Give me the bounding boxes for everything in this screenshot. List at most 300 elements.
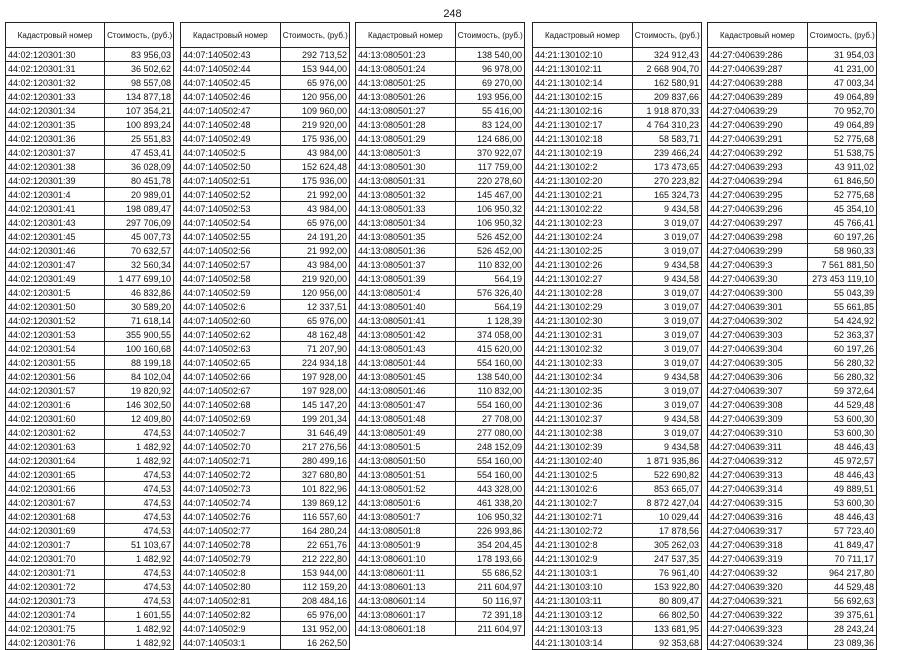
table-row	[356, 118, 525, 132]
cadastral-number-cell: 44:21:130102:27	[533, 272, 633, 286]
table-header-row	[708, 23, 877, 48]
table-row	[708, 580, 877, 594]
table-row	[356, 342, 525, 356]
cadastral-number-cell: 44:07:140502:6	[181, 300, 281, 314]
cost-cell: 55 686,52	[455, 566, 524, 580]
cadastral-number-cell: 44:07:140502:73	[181, 482, 281, 496]
table-row	[533, 118, 702, 132]
cost-cell: 1 482,92	[105, 440, 174, 454]
cost-cell: 474,53	[105, 566, 174, 580]
cost-cell: 354 204,45	[455, 538, 524, 552]
cadastral-number-cell: 44:21:130102:29	[533, 300, 633, 314]
table-row	[533, 510, 702, 524]
cadastral-number-cell: 44:13:080501:42	[356, 328, 456, 342]
cadastral-number-cell: 44:07:140502:81	[181, 594, 281, 608]
cadastral-number-cell: 44:07:140502:47	[181, 104, 281, 118]
cadastral-number-cell: 44:21:130102:25	[533, 244, 633, 258]
cadastral-number-cell: 44:21:130102:20	[533, 174, 633, 188]
cost-cell: 9 434,58	[632, 272, 701, 286]
table-row	[356, 608, 525, 622]
table-row	[6, 510, 174, 524]
table-row	[533, 552, 702, 566]
cadastral-number-cell: 44:13:080501:5	[356, 440, 456, 454]
cadastral-number-cell: 44:13:080501:27	[356, 104, 456, 118]
table-row	[708, 62, 877, 76]
cadastral-number-cell: 44:02:120301:34	[6, 104, 105, 118]
cadastral-number-cell: 44:13:080501:43	[356, 342, 456, 356]
table-row	[708, 300, 877, 314]
table-row	[533, 538, 702, 552]
cost-cell: 474,53	[105, 510, 174, 524]
cadastral-number-cell: 44:27:040639:322	[708, 608, 808, 622]
cost-cell: 21 992,00	[280, 244, 349, 258]
table-row	[181, 216, 350, 230]
table-row	[356, 230, 525, 244]
cost-cell: 1 482,92	[105, 636, 174, 650]
cadastral-number-cell: 44:02:120301:66	[6, 482, 105, 496]
cost-cell: 58 960,33	[807, 244, 876, 258]
cadastral-number-cell: 44:21:130102:31	[533, 328, 633, 342]
cadastral-number-cell: 44:02:120301:30	[6, 48, 105, 62]
cost-cell: 101 822,96	[280, 482, 349, 496]
cost-cell: 92 353,68	[632, 636, 701, 650]
table-row	[356, 146, 525, 160]
cost-cell: 270 223,82	[632, 174, 701, 188]
cost-cell: 554 160,00	[455, 356, 524, 370]
table-row	[6, 286, 174, 300]
table-row	[356, 398, 525, 412]
table-row	[181, 384, 350, 398]
table-row	[356, 258, 525, 272]
cadastral-number-cell: 44:27:040639:323	[708, 622, 808, 636]
cadastral-number-cell: 44:02:120301:49	[6, 272, 105, 286]
cost-cell: 55 043,39	[807, 286, 876, 300]
table-row	[181, 482, 350, 496]
cost-cell: 70 632,57	[105, 244, 174, 258]
cadastral-number-cell: 44:02:120301:5	[6, 286, 105, 300]
cost-cell: 199 201,34	[280, 412, 349, 426]
cadastral-number-cell: 44:27:040639:313	[708, 468, 808, 482]
table-row	[6, 272, 174, 286]
cadastral-number-cell: 44:07:140502:80	[181, 580, 281, 594]
cost-cell: 23 089,36	[807, 636, 876, 650]
table-header-row	[6, 23, 174, 48]
table-row	[6, 174, 174, 188]
table-row	[708, 440, 877, 454]
table-row	[708, 76, 877, 90]
table-row	[356, 426, 525, 440]
table-row	[181, 356, 350, 370]
cadastral-number-cell: 44:07:140502:9	[181, 622, 281, 636]
table-row	[6, 132, 174, 146]
table-row	[6, 496, 174, 510]
cost-cell: 106 950,32	[455, 510, 524, 524]
cadastral-number-cell: 44:21:130103:10	[533, 580, 633, 594]
table-row	[708, 244, 877, 258]
table-row	[6, 538, 174, 552]
cadastral-number-cell: 44:13:080501:44	[356, 356, 456, 370]
cost-cell: 16 262,50	[280, 636, 349, 650]
cadastral-number-cell: 44:02:120301:71	[6, 566, 105, 580]
cost-cell: 3 019,07	[632, 244, 701, 258]
table-row	[6, 76, 174, 90]
table-row	[356, 482, 525, 496]
cost-cell: 370 922,07	[455, 146, 524, 160]
table-row	[708, 314, 877, 328]
table-row	[708, 622, 877, 636]
cadastral-number-cell: 44:27:040639:310	[708, 426, 808, 440]
table-row	[181, 398, 350, 412]
table-row	[181, 580, 350, 594]
cadastral-number-cell: 44:21:130103:14	[533, 636, 633, 650]
cadastral-number-cell: 44:27:040639:308	[708, 398, 808, 412]
cost-cell: 3 019,07	[632, 426, 701, 440]
cost-cell: 3 019,07	[632, 230, 701, 244]
cadastral-number-cell: 44:02:120301:31	[6, 62, 105, 76]
cadastral-number-cell: 44:27:040639:314	[708, 482, 808, 496]
cadastral-number-cell: 44:07:140502:72	[181, 468, 281, 482]
cadastral-number-header: Кадастровый номер	[708, 23, 808, 48]
cost-cell: 474,53	[105, 580, 174, 594]
cadastral-table-2	[180, 22, 350, 650]
table-row	[6, 48, 174, 62]
cadastral-number-cell: 44:13:080501:25	[356, 76, 456, 90]
cost-cell: 474,53	[105, 482, 174, 496]
cadastral-number-cell: 44:02:120301:50	[6, 300, 105, 314]
cost-cell: 461 338,20	[455, 496, 524, 510]
cadastral-number-cell: 44:07:140502:8	[181, 566, 281, 580]
table-row	[181, 412, 350, 426]
cost-cell: 1 482,92	[105, 454, 174, 468]
cadastral-number-cell: 44:27:040639:287	[708, 62, 808, 76]
table-row	[181, 636, 350, 650]
table-row	[708, 286, 877, 300]
cost-cell: 109 960,00	[280, 104, 349, 118]
cost-cell: 2 668 904,70	[632, 62, 701, 76]
cadastral-number-cell: 44:02:120301:55	[6, 356, 105, 370]
cadastral-number-cell: 44:02:120301:53	[6, 328, 105, 342]
table-row	[708, 104, 877, 118]
table-row	[356, 510, 525, 524]
cadastral-number-cell: 44:07:140502:59	[181, 286, 281, 300]
table-row	[6, 384, 174, 398]
table-row	[708, 524, 877, 538]
cadastral-number-cell: 44:02:120301:65	[6, 468, 105, 482]
table-row	[6, 370, 174, 384]
cost-cell: 193 956,00	[455, 90, 524, 104]
cadastral-number-cell: 44:27:040639:29	[708, 104, 808, 118]
table-row	[533, 146, 702, 160]
cost-cell: 47 453,41	[105, 146, 174, 160]
table-row	[356, 174, 525, 188]
table-row	[533, 524, 702, 538]
cadastral-number-cell: 44:07:140502:76	[181, 510, 281, 524]
cost-cell: 209 837,66	[632, 90, 701, 104]
cost-cell: 47 003,34	[807, 76, 876, 90]
cost-cell: 48 162,48	[280, 328, 349, 342]
cost-cell: 80 451,78	[105, 174, 174, 188]
table-row	[356, 622, 525, 636]
table-row	[356, 580, 525, 594]
table-row	[6, 104, 174, 118]
table-row	[181, 468, 350, 482]
cost-cell: 138 540,00	[455, 48, 524, 62]
table-row	[708, 356, 877, 370]
table-row	[6, 314, 174, 328]
cost-cell: 57 723,40	[807, 524, 876, 538]
cadastral-number-cell: 44:13:080501:51	[356, 468, 456, 482]
cost-cell: 48 446,43	[807, 468, 876, 482]
cadastral-number-cell: 44:02:120301:46	[6, 244, 105, 258]
table-row	[6, 342, 174, 356]
cadastral-number-cell: 44:21:130102:38	[533, 426, 633, 440]
cadastral-number-cell: 44:21:130102:30	[533, 314, 633, 328]
table-row	[708, 426, 877, 440]
cost-cell: 83 956,03	[105, 48, 174, 62]
cadastral-number-cell: 44:27:040639:291	[708, 132, 808, 146]
cost-cell: 3 019,07	[632, 342, 701, 356]
cadastral-number-cell: 44:13:080501:39	[356, 272, 456, 286]
table-row	[6, 230, 174, 244]
cadastral-table-1	[5, 22, 174, 650]
cost-cell: 124 686,00	[455, 132, 524, 146]
cadastral-number-cell: 44:21:130102:8	[533, 538, 633, 552]
cadastral-number-cell: 44:02:120301:76	[6, 636, 105, 650]
cadastral-number-cell: 44:02:120301:72	[6, 580, 105, 594]
cost-cell: 107 354,21	[105, 104, 174, 118]
table-row	[708, 132, 877, 146]
cost-cell: 19 820,92	[105, 384, 174, 398]
cost-cell: 30 589,20	[105, 300, 174, 314]
cost-cell: 21 992,00	[280, 188, 349, 202]
table-row	[356, 384, 525, 398]
cadastral-number-cell: 44:02:120301:37	[6, 146, 105, 160]
cadastral-number-cell: 44:21:130102:14	[533, 76, 633, 90]
cadastral-number-cell: 44:27:040639:315	[708, 496, 808, 510]
cost-cell: 28 243,24	[807, 622, 876, 636]
cost-cell: 239 466,24	[632, 146, 701, 160]
cadastral-number-cell: 44:21:130103:13	[533, 622, 633, 636]
table-row	[533, 566, 702, 580]
cost-cell: 153 944,00	[280, 566, 349, 580]
table-row	[533, 636, 702, 650]
cadastral-number-cell: 44:07:140502:78	[181, 538, 281, 552]
table-row	[6, 146, 174, 160]
cadastral-number-cell: 44:13:080501:26	[356, 90, 456, 104]
cadastral-number-cell: 44:02:120301:73	[6, 594, 105, 608]
cost-cell: 1 482,92	[105, 622, 174, 636]
cost-cell: 277 080,00	[455, 426, 524, 440]
cost-cell: 273 453 119,10	[807, 272, 876, 286]
table-row	[181, 62, 350, 76]
cost-cell: 31 646,49	[280, 426, 349, 440]
cadastral-number-cell: 44:21:130102:71	[533, 510, 633, 524]
cadastral-number-cell: 44:21:130102:5	[533, 468, 633, 482]
table-row	[6, 62, 174, 76]
cost-header: Стоимость, (руб.)	[632, 23, 701, 48]
table-row	[6, 580, 174, 594]
table-row	[6, 552, 174, 566]
table-row	[708, 538, 877, 552]
cadastral-number-cell: 44:21:130102:39	[533, 440, 633, 454]
cadastral-number-cell: 44:13:080501:23	[356, 48, 456, 62]
table-row	[181, 76, 350, 90]
cost-cell: 65 976,00	[280, 608, 349, 622]
table-row	[356, 454, 525, 468]
table-row	[356, 76, 525, 90]
table-row	[356, 538, 525, 552]
table-row	[708, 552, 877, 566]
cost-cell: 53 600,30	[807, 496, 876, 510]
table-row	[708, 146, 877, 160]
cadastral-number-cell: 44:27:040639:311	[708, 440, 808, 454]
table-row	[6, 244, 174, 258]
cadastral-number-header: Кадастровый номер	[6, 23, 105, 48]
cadastral-number-cell: 44:02:120301:69	[6, 524, 105, 538]
cost-cell: 305 262,03	[632, 538, 701, 552]
cadastral-number-cell: 44:27:040639:317	[708, 524, 808, 538]
cadastral-number-cell: 44:07:140502:49	[181, 132, 281, 146]
cost-cell: 131 952,00	[280, 622, 349, 636]
cost-cell: 374 058,00	[455, 328, 524, 342]
cost-cell: 964 217,80	[807, 566, 876, 580]
cadastral-number-cell: 44:27:040639:293	[708, 160, 808, 174]
table-row	[708, 608, 877, 622]
cost-cell: 9 434,58	[632, 370, 701, 384]
cadastral-number-cell: 44:07:140502:77	[181, 524, 281, 538]
cost-cell: 175 936,00	[280, 174, 349, 188]
cadastral-number-cell: 44:27:040639:297	[708, 216, 808, 230]
table-row	[533, 48, 702, 62]
cadastral-number-cell: 44:07:140502:69	[181, 412, 281, 426]
table-row	[533, 496, 702, 510]
cost-cell: 83 124,00	[455, 118, 524, 132]
cadastral-number-cell: 44:07:140502:60	[181, 314, 281, 328]
cadastral-number-cell: 44:02:120301:6	[6, 398, 105, 412]
cost-cell: 297 706,09	[105, 216, 174, 230]
cadastral-number-cell: 44:02:120301:68	[6, 510, 105, 524]
cadastral-number-cell: 44:02:120301:43	[6, 216, 105, 230]
table-row	[356, 202, 525, 216]
table-row	[708, 412, 877, 426]
cost-cell: 106 950,32	[455, 202, 524, 216]
table-row	[181, 132, 350, 146]
cadastral-number-header: Кадастровый номер	[181, 23, 281, 48]
cadastral-number-cell: 44:07:140502:74	[181, 496, 281, 510]
cadastral-number-cell: 44:27:040639:286	[708, 48, 808, 62]
table-row	[356, 496, 525, 510]
cadastral-number-cell: 44:02:120301:7	[6, 538, 105, 552]
cadastral-number-cell: 44:27:040639:321	[708, 594, 808, 608]
cost-cell: 1 601,55	[105, 608, 174, 622]
cadastral-number-cell: 44:21:130102:34	[533, 370, 633, 384]
cadastral-number-cell: 44:02:120301:67	[6, 496, 105, 510]
cost-cell: 3 019,07	[632, 314, 701, 328]
cost-cell: 44 529,48	[807, 580, 876, 594]
cadastral-number-cell: 44:13:080501:49	[356, 426, 456, 440]
cost-cell: 31 954,03	[807, 48, 876, 62]
table-row	[708, 468, 877, 482]
cost-cell: 3 019,07	[632, 398, 701, 412]
cost-cell: 27 708,00	[455, 412, 524, 426]
cadastral-number-cell: 44:13:080501:3	[356, 146, 456, 160]
table-row	[533, 440, 702, 454]
table-row	[181, 146, 350, 160]
cost-cell: 415 620,00	[455, 342, 524, 356]
cadastral-number-cell: 44:07:140502:54	[181, 216, 281, 230]
table-row	[356, 370, 525, 384]
cost-cell: 12 409,80	[105, 412, 174, 426]
cost-cell: 22 651,76	[280, 538, 349, 552]
cadastral-number-cell: 44:13:080601:18	[356, 622, 456, 636]
cadastral-number-cell: 44:27:040639:318	[708, 538, 808, 552]
cost-cell: 110 832,00	[455, 258, 524, 272]
table-row	[533, 104, 702, 118]
cost-cell: 4 764 310,23	[632, 118, 701, 132]
table-header-row	[356, 23, 525, 48]
cost-cell: 70 711,17	[807, 552, 876, 566]
cost-header: Стоимость, (руб.)	[807, 23, 876, 48]
cadastral-number-cell: 44:21:130102:22	[533, 202, 633, 216]
cadastral-number-cell: 44:27:040639:309	[708, 412, 808, 426]
cost-cell: 522 690,82	[632, 468, 701, 482]
cadastral-number-cell: 44:02:120301:52	[6, 314, 105, 328]
table-row	[6, 90, 174, 104]
cost-cell: 219 920,00	[280, 118, 349, 132]
cost-cell: 120 956,00	[280, 90, 349, 104]
cadastral-number-cell: 44:27:040639:305	[708, 356, 808, 370]
cadastral-number-cell: 44:07:140502:65	[181, 356, 281, 370]
cost-cell: 100 160,68	[105, 342, 174, 356]
cost-cell: 3 019,07	[632, 356, 701, 370]
cadastral-number-cell: 44:21:130102:26	[533, 258, 633, 272]
cadastral-number-cell: 44:13:080601:11	[356, 566, 456, 580]
cadastral-number-cell: 44:02:120301:35	[6, 118, 105, 132]
cost-cell: 8 872 427,04	[632, 496, 701, 510]
cadastral-number-cell: 44:13:080501:24	[356, 62, 456, 76]
cadastral-number-cell: 44:13:080501:48	[356, 412, 456, 426]
cadastral-number-cell: 44:13:080501:35	[356, 230, 456, 244]
cadastral-number-cell: 44:27:040639:295	[708, 188, 808, 202]
cadastral-number-cell: 44:27:040639:296	[708, 202, 808, 216]
cadastral-number-cell: 44:07:140502:46	[181, 90, 281, 104]
cadastral-number-cell: 44:13:080501:28	[356, 118, 456, 132]
cadastral-number-cell: 44:07:140502:48	[181, 118, 281, 132]
table-row	[6, 202, 174, 216]
table-row	[181, 48, 350, 62]
table-row	[6, 636, 174, 650]
cost-cell: 853 665,07	[632, 482, 701, 496]
cadastral-number-cell: 44:13:080501:34	[356, 216, 456, 230]
cost-cell: 44 529,48	[807, 398, 876, 412]
table-row	[181, 300, 350, 314]
table-row	[708, 258, 877, 272]
table-row	[181, 188, 350, 202]
cost-cell: 96 978,00	[455, 62, 524, 76]
cost-cell: 48 446,43	[807, 510, 876, 524]
table-row	[6, 328, 174, 342]
table-row	[181, 622, 350, 636]
cost-cell: 60 197,26	[807, 230, 876, 244]
table-row	[181, 258, 350, 272]
cost-cell: 211 604,97	[455, 580, 524, 594]
table-row	[6, 622, 174, 636]
cost-cell: 3 019,07	[632, 328, 701, 342]
table-row	[6, 216, 174, 230]
cost-cell: 474,53	[105, 594, 174, 608]
cost-cell: 52 775,68	[807, 132, 876, 146]
cadastral-number-cell: 44:27:040639:299	[708, 244, 808, 258]
